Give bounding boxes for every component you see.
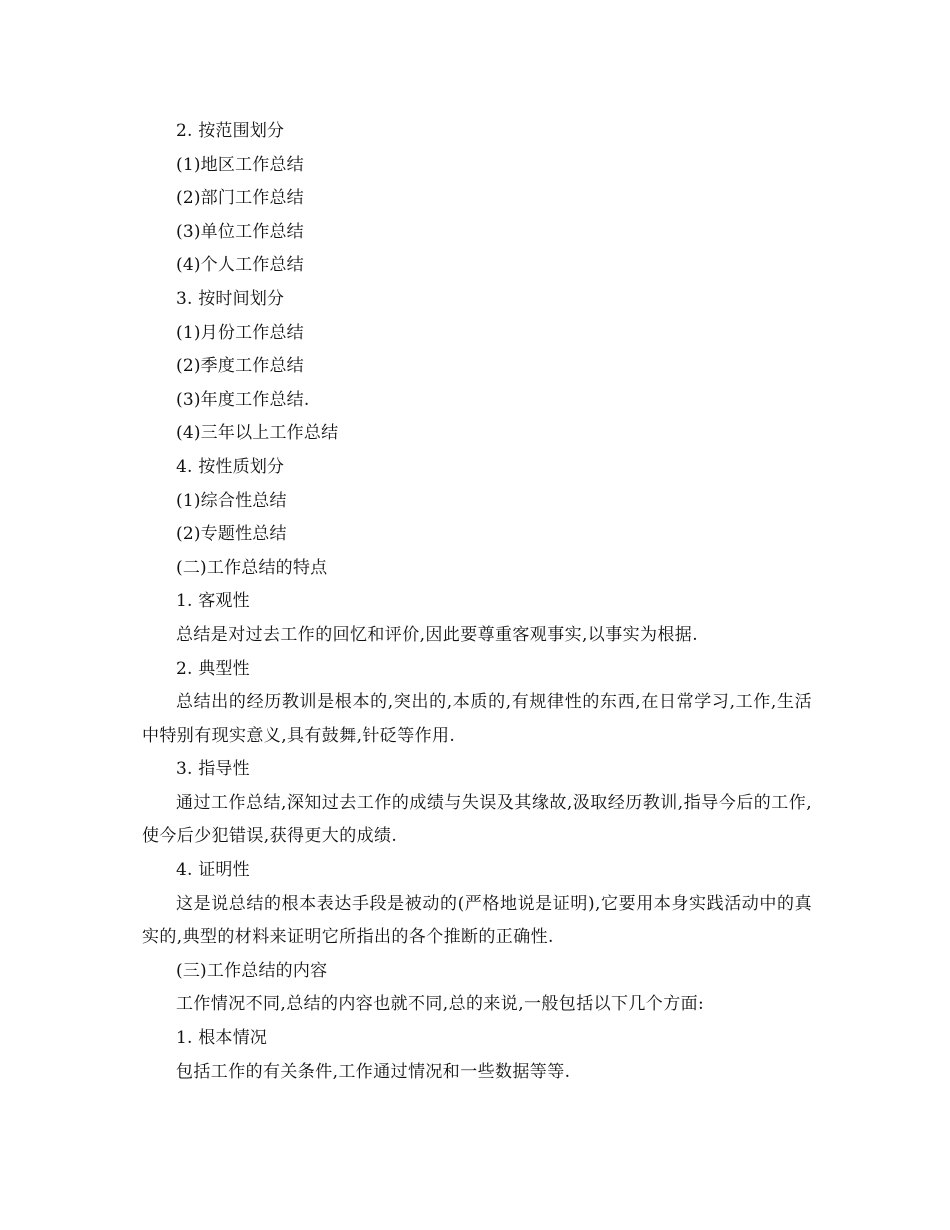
list-item: (1)月份工作总结 bbox=[176, 322, 304, 343]
subheading-objectivity: 1. 客观性 bbox=[176, 591, 250, 612]
subheading-typicality: 2. 典型性 bbox=[176, 658, 250, 679]
subheading-basic-situation: 1. 根本情况 bbox=[176, 1028, 268, 1049]
paragraph-objectivity: 总结是对过去工作的回忆和评价,因此要尊重客观事实,以事实为根据. bbox=[176, 624, 699, 645]
list-item: (1)地区工作总结 bbox=[176, 154, 304, 175]
section-heading-content: (三)工作总结的内容 bbox=[176, 960, 328, 981]
paragraph-typicality: 总结出的经历教训是根本的,突出的,本质的,有规律性的东西,在日常学习,工作,生活中特别有现实意义,具有鼓舞,针砭等作用. bbox=[142, 692, 812, 746]
heading-by-nature: 4. 按性质划分 bbox=[176, 456, 285, 477]
list-item: (3)单位工作总结 bbox=[176, 221, 304, 242]
list-item: (3)年度工作总结. bbox=[176, 389, 310, 410]
list-item: (2)专题性总结 bbox=[176, 524, 287, 545]
paragraph-basic-situation: 包括工作的有关条件,工作通过情况和一些数据等等. bbox=[176, 1061, 571, 1082]
list-item: (4)三年以上工作总结 bbox=[176, 423, 339, 444]
heading-by-scope: 2. 按范围划分 bbox=[176, 121, 285, 141]
paragraph-guidance: 通过工作总结,深知过去工作的成绩与失误及其缘故,汲取经历教训,指导今后的工作,使今后少犯错误,获得更大的成绩. bbox=[142, 792, 812, 847]
heading-by-time: 3. 按时间划分 bbox=[176, 288, 285, 309]
list-item: (1)综合性总结 bbox=[176, 490, 287, 511]
paragraph-content-intro: 工作情况不同,总结的内容也就不同,总的来说,一般包括以下几个方面: bbox=[176, 994, 705, 1015]
list-item: (2)季度工作总结 bbox=[176, 356, 304, 377]
subheading-guidance: 3. 指导性 bbox=[176, 759, 250, 780]
document-body bbox=[142, 115, 812, 1089]
list-item: (2)部门工作总结 bbox=[176, 188, 304, 209]
list-item: (4)个人工作总结 bbox=[176, 255, 304, 276]
subheading-proof: 4. 证明性 bbox=[176, 860, 250, 881]
section-heading-features: (二)工作总结的特点 bbox=[176, 557, 328, 578]
paragraph-proof: 这是说总结的根本表达手段是被动的(严格地说是证明),它要用本身实践活动中的真实的,典型的材料来证明它所指出的各个推断的正确性. bbox=[142, 893, 812, 948]
